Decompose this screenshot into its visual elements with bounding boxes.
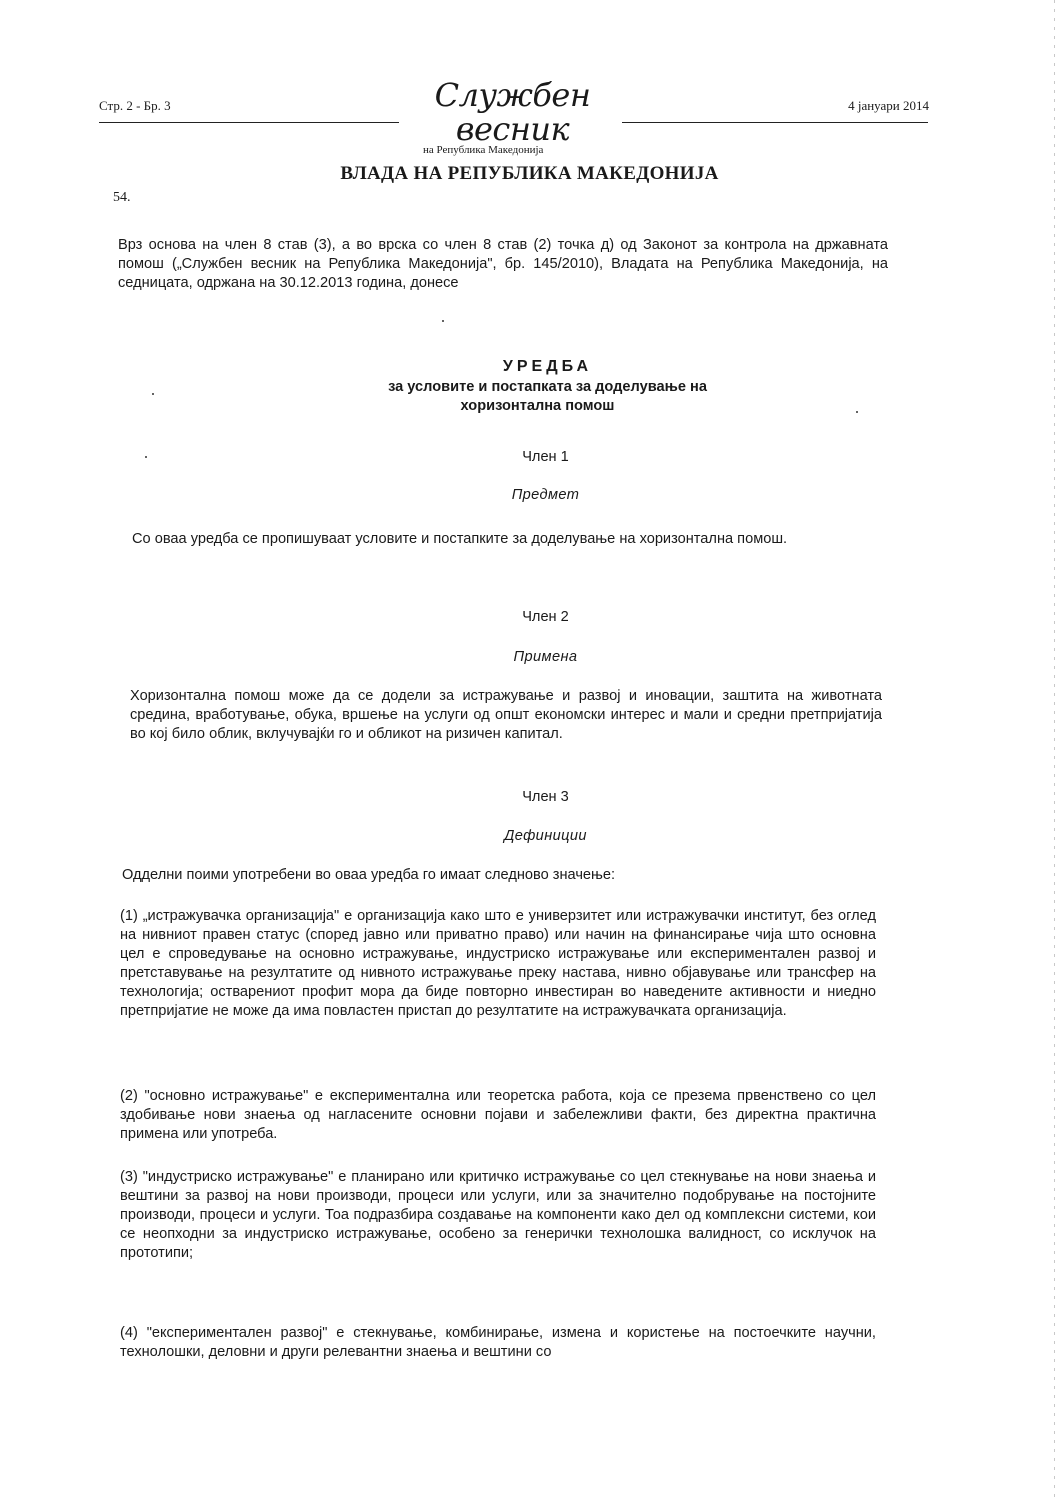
article-number: Член 2 <box>522 609 569 625</box>
header-rule-left <box>99 122 399 123</box>
scan-speck <box>442 320 444 322</box>
issuer-heading: ВЛАДА НА РЕПУБЛИКА МАКЕДОНИЈА <box>340 163 719 184</box>
article-heading: Предмет <box>511 487 580 503</box>
scan-speck <box>145 456 147 458</box>
scan-speck <box>856 411 858 413</box>
decree-subtitle-line2: хоризонтална помош <box>460 398 615 414</box>
article-number: Член 3 <box>522 789 569 805</box>
definition-item: (1) „истражувачка организација" е организација како што е универзитет или истражувачки институт, без оглед на нивниот правен статус (според јавно или приватно право) или начин на финансирање чија што основна цел е спроведување на основно истражување, индустриско истражување или експериментален развој и претставување на резултатите од нивното истражување преку настава, нивно објавување или трансфер на технологија; остварениот профит мора да биде повторно инвестиран во наведените активности и ниедно претпријатие не може да има повластен пристап до резултатите на истражувачката организација. <box>120 908 876 1019</box>
decree-subtitle-line1: за условите и постапката за доделување на <box>388 379 707 395</box>
masthead-subtitle: на Република Македонија <box>423 144 544 156</box>
scan-speck <box>152 393 154 395</box>
article-text: Хоризонтална помош може да се додели за истражување и развој и иновации, заштита на животната средина, вработување, обука, вршење на услуги од општ економски интерес и мали и средни претпријатија во кој било облик, вклучувајќи го и обликот на ризичен капитал. <box>130 688 882 742</box>
masthead <box>405 78 620 156</box>
article-number: Член 1 <box>522 449 569 465</box>
definition-item: (4) "експериментален развој" е стекнување, комбинирање, измена и користење на постоечките научни, технолошки, деловни и други релевантни знаења и вештини со <box>120 1325 876 1360</box>
masthead-title: Службен весник <box>434 76 591 148</box>
article-intro: Одделни поими употребени во оваа уредба го имаат следново значење: <box>122 867 616 883</box>
definition-item: (2) "основно истражување" е експериментална или теоретска работа, која се презема првенствено со цел здобивање нови знаења од нагласените основни појави и забележливи факти, без директна практична примена или употреба. <box>120 1088 876 1142</box>
page-reference: Стр. 2 - Бр. 3 <box>99 98 171 113</box>
header-rule-right <box>622 122 928 123</box>
document-number: 54. <box>113 190 131 205</box>
definition-item: (3) "индустриско истражување" е планирано или критичко истражување со цел стекнување на нови знаења и вештини за развој на нови производи, процеси или услуги, или за значително подобрување на постојните производи, процеси и услуги. Тоа подразбира создавање на компоненти како дел од комплексни системи, кои се неопходни за индустриско истражување, особено за генерички технолошка валидност, со исклучок на прототипи; <box>120 1169 876 1261</box>
article-heading: Дефиниции <box>504 828 587 844</box>
article-text: Со оваа уредба се пропишуваат условите и постапките за доделување на хоризонтална помош. <box>132 531 788 547</box>
decree-title: УРЕДБА <box>502 358 593 375</box>
article-heading: Примена <box>513 649 578 665</box>
preamble: Врз основа на член 8 став (3), а во врска со член 8 став (2) точка д) од Законот за контрола на државната помош („Службен весник на Република Македонија", бр. 145/2010), Владата на Република Македонија, на седницата, одржана на 30.12.2013 година, донесе <box>118 237 888 291</box>
issue-date: 4 јануари 2014 <box>848 98 929 113</box>
scan-edge <box>1054 0 1055 1497</box>
